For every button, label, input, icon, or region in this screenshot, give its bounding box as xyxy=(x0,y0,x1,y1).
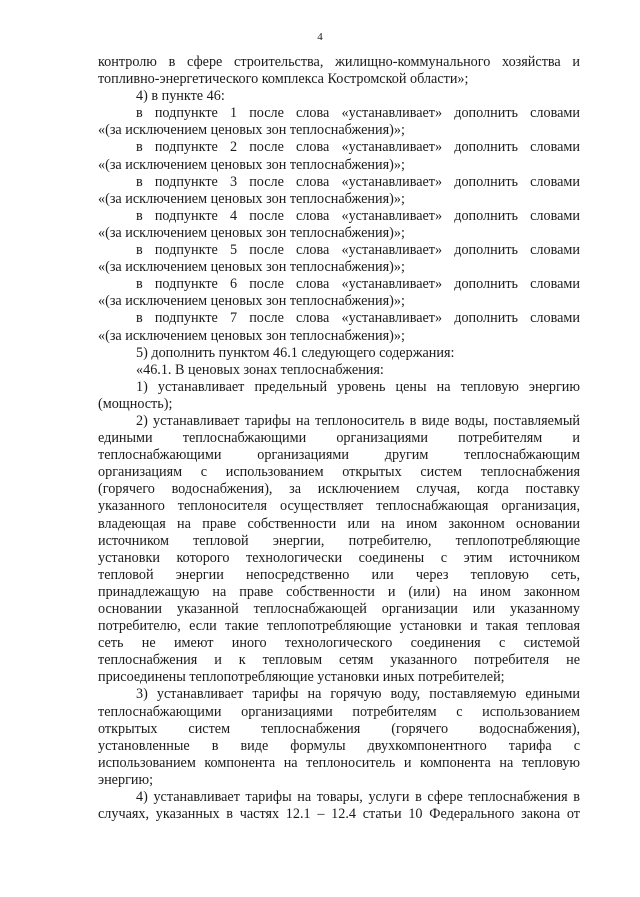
text-line: в подпункте 7 после слова «устанавливает» дополнить словами xyxy=(136,310,580,327)
document-body xyxy=(98,54,580,823)
text-line: 4) в пункте 46: xyxy=(136,88,225,105)
text-line: (горячего водоснабжения), за исключением случая, когда поставку xyxy=(98,481,580,498)
text-line: установленные в виде формулы двухкомпонентного тарифа с xyxy=(98,737,580,754)
text-line: «(за исключением ценовых зон теплоснабжения)»; xyxy=(98,156,405,173)
text-line: в подпункте 6 после слова «устанавливает» дополнить словами xyxy=(136,276,580,293)
text-line: принадлежащую на праве собственности и (или) на ином законном xyxy=(98,583,580,600)
text-line: «(за исключением ценовых зон теплоснабжения)»; xyxy=(98,224,405,241)
text-line: «(за исключением ценовых зон теплоснабжения)»; xyxy=(98,190,405,207)
text-line: контролю в сфере строительства, жилищно-коммунального хозяйства и xyxy=(98,54,580,70)
text-line: теплоснабжения и к тепловым сетям указанного потребителя не xyxy=(98,652,580,669)
text-line: указанного теплоносителя осуществляет теплоснабжающая организация, xyxy=(98,498,580,515)
text-line: «46.1. В ценовых зонах теплоснабжения: xyxy=(136,361,384,378)
text-line: «(за исключением ценовых зон теплоснабжения)»; xyxy=(98,122,405,139)
text-line: открытых систем теплоснабжения (горячего водоснабжения), xyxy=(98,720,580,737)
text-line: в подпункте 5 после слова «устанавливает» дополнить словами xyxy=(136,242,580,259)
text-line: 3) устанавливает тарифы на горячую воду, поставляемую едиными xyxy=(136,686,580,703)
text-line: использованием компонента на теплоноситель и компонента на тепловую xyxy=(98,754,580,771)
text-line: организациям с использованием открытых систем теплоснабжения xyxy=(98,464,580,481)
text-line: присоединены теплопотребляющие установки иных потребителей; xyxy=(98,669,505,686)
text-line: установки которого технологически соединены с этим источником xyxy=(98,549,580,566)
text-line: 2) устанавливает тарифы на теплоноситель в виде воды, поставляемый xyxy=(136,412,580,429)
text-line: (мощность); xyxy=(98,395,173,412)
page-number: 4 xyxy=(317,31,323,43)
text-line: «(за исключением ценовых зон теплоснабжения)»; xyxy=(98,259,405,276)
text-line: случаях, указанных в частях 12.1 – 12.4 статьи 10 Федерального закона от xyxy=(98,806,580,823)
text-line: владеющая на праве собственности или на ином законном основании xyxy=(98,515,580,532)
text-line: энергию; xyxy=(98,771,154,788)
text-line: 5) дополнить пунктом 46.1 следующего содержания: xyxy=(136,344,455,361)
text-line: основании указанной теплоснабжающей организации или указанному xyxy=(98,601,580,617)
text-line: источником тепловой энергии, потребителю, теплопотребляющие xyxy=(98,532,580,549)
text-line: 1) устанавливает предельный уровень цены на тепловую энергию xyxy=(136,378,580,395)
text-line: в подпункте 3 после слова «устанавливает» дополнить словами xyxy=(136,173,580,190)
text-line: едиными теплоснабжающими организациями потребителям и xyxy=(98,430,580,447)
text-line: «(за исключением ценовых зон теплоснабжения)»; xyxy=(98,327,405,344)
text-line: тепловой энергии непосредственно или через тепловую сеть, xyxy=(98,566,580,583)
text-line: в подпункте 1 после слова «устанавливает» дополнить словами xyxy=(136,105,580,122)
text-line: топливно-энергетического комплекса Костромской области»; xyxy=(98,71,469,88)
text-line: потребителю, если такие теплопотребляющие установки и такая тепловая xyxy=(98,618,580,635)
text-line: в подпункте 4 после слова «устанавливает» дополнить словами xyxy=(136,207,580,224)
text-line: 4) устанавливает тарифы на товары, услуги в сфере теплоснабжения в xyxy=(136,789,580,806)
text-line: сеть не имеют иного технологического соединения с системой xyxy=(98,635,580,652)
text-line: теплоснабжающими организациями другим теплоснабжающим xyxy=(98,447,580,464)
text-line: «(за исключением ценовых зон теплоснабжения)»; xyxy=(98,293,405,310)
text-line: в подпункте 2 после слова «устанавливает» дополнить словами xyxy=(136,139,580,156)
text-line: теплоснабжающими организациями потребителям с использованием xyxy=(98,703,580,720)
